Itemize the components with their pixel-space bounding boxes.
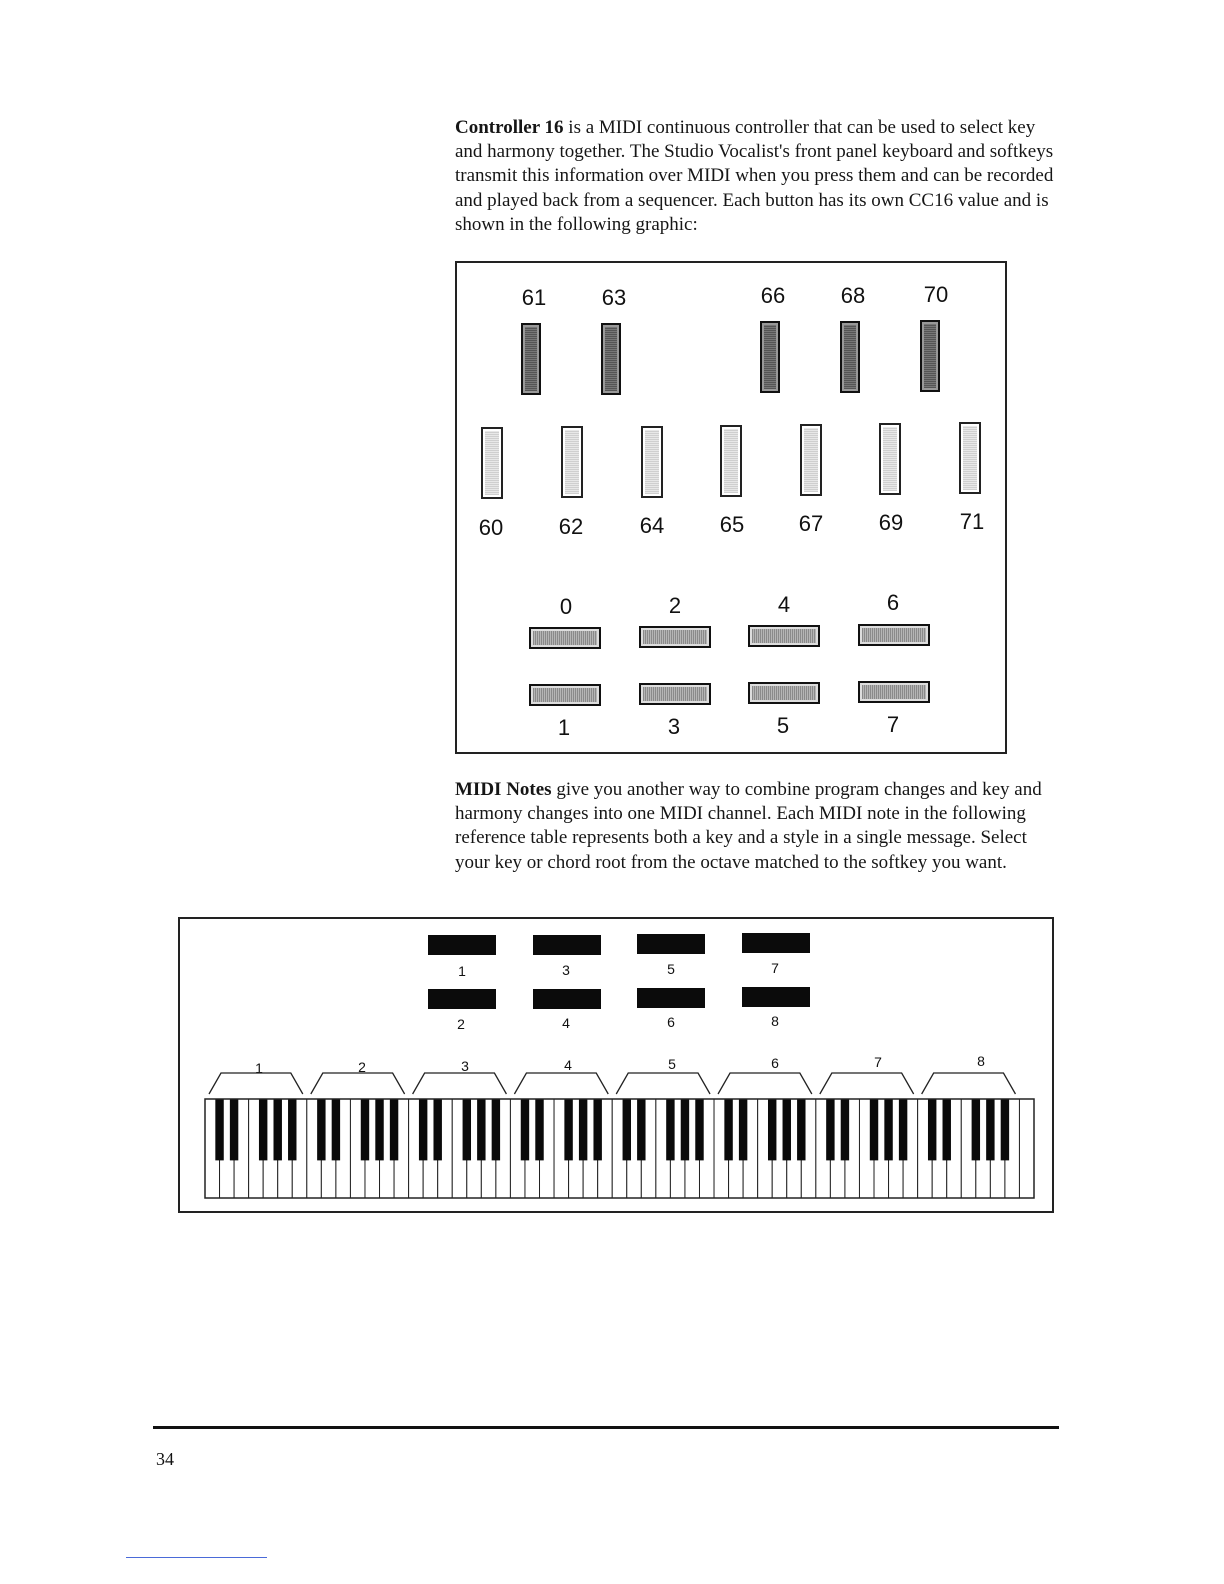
softkey-button — [529, 684, 601, 706]
black-key — [826, 1099, 834, 1160]
top-key-value: 68 — [840, 283, 866, 308]
page-number: 34 — [156, 1449, 174, 1469]
black-key — [579, 1099, 587, 1160]
black-key — [433, 1099, 441, 1160]
octave-label: 5 — [668, 1056, 676, 1072]
octave-bracket — [718, 1073, 812, 1094]
black-key — [521, 1099, 529, 1160]
bottom-key-value: 69 — [878, 510, 904, 535]
softkey-button — [858, 624, 930, 646]
softkey-button — [639, 683, 711, 705]
softkey-value: 4 — [777, 592, 791, 617]
white-key-button — [800, 424, 822, 496]
black-key — [390, 1099, 398, 1160]
black-key — [623, 1099, 631, 1160]
paragraph-midi-notes — [455, 778, 1055, 875]
softkey-value: 5 — [776, 713, 790, 738]
top-key-value: 66 — [760, 283, 786, 308]
term-controller-16: Controller 16 — [455, 117, 564, 138]
black-key — [215, 1099, 223, 1160]
black-key-button — [920, 320, 940, 392]
bottom-key-value: 60 — [478, 515, 504, 540]
white-key-button — [720, 425, 742, 497]
octave-bracket — [820, 1073, 914, 1094]
octave-label: 8 — [977, 1053, 985, 1069]
bottom-key-value: 62 — [558, 514, 584, 539]
white-key-button — [561, 426, 583, 498]
softkey-value: 6 — [886, 590, 900, 615]
black-key — [288, 1099, 296, 1160]
softkey-number: 7 — [771, 960, 779, 976]
black-key — [375, 1099, 383, 1160]
footer-rule — [153, 1426, 1059, 1429]
bottom-key-value: 71 — [959, 509, 985, 534]
octave-bracket — [413, 1073, 507, 1094]
top-key-value: 63 — [601, 285, 627, 310]
softkey-value: 1 — [557, 715, 571, 740]
black-key — [724, 1099, 732, 1160]
black-key — [666, 1099, 674, 1160]
black-key-button — [760, 321, 780, 393]
black-key — [332, 1099, 340, 1160]
softkey-button — [639, 626, 711, 648]
bottom-key-value: 64 — [639, 513, 665, 538]
black-key-button — [521, 323, 541, 395]
softkey-value: 2 — [668, 593, 682, 618]
black-key — [564, 1099, 572, 1160]
black-key — [1001, 1099, 1009, 1160]
paragraph-body: is a MIDI continuous controller that can be used to select key and harmony together. The Studio Vocalist's front panel keyboard and softkeys transmit this information over MIDI when you press them and can be recorded and played back from a sequencer. Each button has its own CC16 value and is shown in the following graphic: — [455, 117, 1054, 235]
black-key — [899, 1099, 907, 1160]
black-key — [361, 1099, 369, 1160]
term-midi-notes: MIDI Notes — [455, 779, 552, 800]
softkey-value: 7 — [886, 712, 900, 737]
paragraph-body: give you another way to combine program changes and key and harmony changes into one MIDI channel. Each MIDI note in the following reference table represents both a key and a style in a single message. Select your key or chord root from the octave matched to the softkey you want. — [455, 779, 1042, 873]
black-key — [943, 1099, 951, 1160]
black-key — [492, 1099, 500, 1160]
black-key-button — [840, 321, 860, 393]
octave-bracket — [514, 1073, 608, 1094]
octave-bracket — [209, 1073, 303, 1094]
black-key — [593, 1099, 601, 1160]
softkey-number: 3 — [562, 962, 570, 978]
softkey-value: 3 — [667, 714, 681, 739]
black-key — [681, 1099, 689, 1160]
black-key — [783, 1099, 791, 1160]
black-key — [972, 1099, 980, 1160]
octave-label: 2 — [358, 1059, 366, 1075]
black-key — [259, 1099, 267, 1160]
octave-label: 6 — [771, 1055, 779, 1071]
black-key — [274, 1099, 282, 1160]
bottom-key-value: 67 — [798, 511, 824, 536]
black-key — [695, 1099, 703, 1160]
white-key-button — [879, 423, 901, 495]
top-key-value: 70 — [923, 282, 949, 307]
black-key — [768, 1099, 776, 1160]
black-key — [463, 1099, 471, 1160]
cc16-figure — [455, 261, 1007, 754]
piano-keyboard — [180, 919, 1052, 1211]
softkey-number: 8 — [771, 1013, 779, 1029]
softkey-button — [529, 627, 601, 649]
softkey-number: 2 — [457, 1016, 465, 1032]
softkey-button — [858, 681, 930, 703]
bottom-key-value: 65 — [719, 512, 745, 537]
black-key — [637, 1099, 645, 1160]
white-key — [1019, 1099, 1034, 1198]
softkey-number: 5 — [667, 961, 675, 977]
black-key — [797, 1099, 805, 1160]
softkey-button — [748, 625, 820, 647]
softkey-number: 4 — [562, 1015, 570, 1031]
softkey-number: 6 — [667, 1014, 675, 1030]
softkey-button — [748, 682, 820, 704]
octave-label: 7 — [874, 1054, 882, 1070]
black-key — [884, 1099, 892, 1160]
octave-bracket — [311, 1073, 405, 1094]
midi-notes-figure — [178, 917, 1054, 1213]
octave-label: 3 — [461, 1058, 469, 1074]
black-key-button — [601, 323, 621, 395]
white-key-button — [481, 427, 503, 499]
octave-bracket — [922, 1073, 1016, 1094]
black-key — [928, 1099, 936, 1160]
black-key — [419, 1099, 427, 1160]
black-key — [870, 1099, 878, 1160]
scan-artifact-line — [126, 1557, 267, 1558]
octave-label: 1 — [255, 1060, 263, 1076]
top-key-value: 61 — [521, 285, 547, 310]
white-key-button — [641, 426, 663, 498]
octave-bracket — [616, 1073, 710, 1094]
softkey-number: 1 — [458, 963, 466, 979]
octave-label: 4 — [564, 1057, 572, 1073]
black-key — [477, 1099, 485, 1160]
black-key — [317, 1099, 325, 1160]
paragraph-controller-16 — [455, 116, 1055, 237]
black-key — [986, 1099, 994, 1160]
black-key — [535, 1099, 543, 1160]
white-key-button — [959, 422, 981, 494]
black-key — [230, 1099, 238, 1160]
black-key — [739, 1099, 747, 1160]
softkey-value: 0 — [559, 594, 573, 619]
black-key — [841, 1099, 849, 1160]
